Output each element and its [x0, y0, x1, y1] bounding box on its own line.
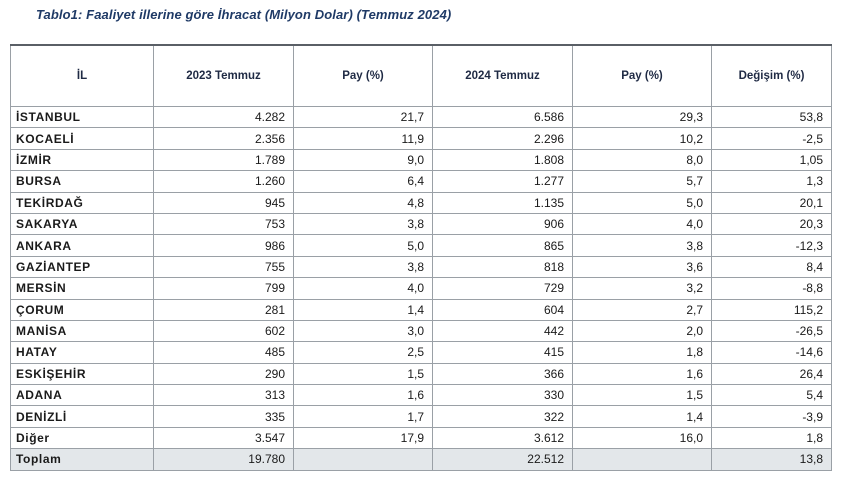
- share-2023-cell: 1,4: [294, 299, 433, 320]
- value-2024-cell: 415: [433, 342, 573, 363]
- share-2024-cell: 5,7: [573, 171, 712, 192]
- table-row: [11, 256, 832, 277]
- province-cell: TEKİRDAĞ: [11, 192, 154, 213]
- table-row: [11, 213, 832, 234]
- share-2023-cell: 17,9: [294, 427, 433, 448]
- value-2023-cell: 281: [154, 299, 294, 320]
- table-row: [11, 171, 832, 192]
- province-cell: İZMİR: [11, 149, 154, 170]
- province-cell: İSTANBUL: [11, 107, 154, 128]
- value-2024-cell: 6.586: [433, 107, 573, 128]
- value-2024-cell: 729: [433, 278, 573, 299]
- province-cell: ÇORUM: [11, 299, 154, 320]
- share-2024-cell: 4,0: [573, 213, 712, 234]
- table-row: [11, 406, 832, 427]
- value-2024-cell: 22.512: [433, 449, 573, 470]
- value-2024-cell: 366: [433, 363, 573, 384]
- change-cell: 20,3: [712, 213, 832, 234]
- change-cell: -3,9: [712, 406, 832, 427]
- share-2024-cell: 3,2: [573, 278, 712, 299]
- change-cell: -8,8: [712, 278, 832, 299]
- share-2024-cell: 5,0: [573, 192, 712, 213]
- table-row: [11, 299, 832, 320]
- share-2024-cell: [573, 449, 712, 470]
- table-row: [11, 107, 832, 128]
- change-cell: 1,05: [712, 149, 832, 170]
- province-cell: DENİZLİ: [11, 406, 154, 427]
- share-2024-cell: 3,8: [573, 235, 712, 256]
- province-cell: SAKARYA: [11, 213, 154, 234]
- header-row: [11, 45, 832, 107]
- value-2023-cell: 313: [154, 385, 294, 406]
- value-2023-cell: 1.260: [154, 171, 294, 192]
- share-2023-cell: 9,0: [294, 149, 433, 170]
- value-2023-cell: 2.356: [154, 128, 294, 149]
- share-2023-cell: 2,5: [294, 342, 433, 363]
- change-cell: 53,8: [712, 107, 832, 128]
- share-2023-cell: [294, 449, 433, 470]
- value-2024-cell: 1.808: [433, 149, 573, 170]
- share-2023-cell: 3,0: [294, 320, 433, 341]
- share-2023-cell: 6,4: [294, 171, 433, 192]
- value-2024-cell: 906: [433, 213, 573, 234]
- value-2023-cell: 986: [154, 235, 294, 256]
- value-2024-cell: 3.612: [433, 427, 573, 448]
- share-2023-cell: 1,5: [294, 363, 433, 384]
- change-cell: 5,4: [712, 385, 832, 406]
- share-2024-cell: 29,3: [573, 107, 712, 128]
- export-table: [10, 44, 832, 471]
- share-2024-cell: 3,6: [573, 256, 712, 277]
- share-2024-cell: 16,0: [573, 427, 712, 448]
- value-2023-cell: 1.789: [154, 149, 294, 170]
- province-cell: BURSA: [11, 171, 154, 192]
- change-cell: -12,3: [712, 235, 832, 256]
- share-2024-cell: 1,6: [573, 363, 712, 384]
- share-2023-cell: 3,8: [294, 256, 433, 277]
- table-body: [11, 107, 832, 471]
- change-cell: 20,1: [712, 192, 832, 213]
- value-2024-cell: 322: [433, 406, 573, 427]
- change-cell: -26,5: [712, 320, 832, 341]
- province-cell: MANİSA: [11, 320, 154, 341]
- value-2023-cell: 3.547: [154, 427, 294, 448]
- province-cell: GAZİANTEP: [11, 256, 154, 277]
- table-row: [11, 149, 832, 170]
- change-cell: -2,5: [712, 128, 832, 149]
- total-row: [11, 449, 832, 470]
- value-2024-cell: 865: [433, 235, 573, 256]
- share-2023-cell: 5,0: [294, 235, 433, 256]
- table-row: [11, 278, 832, 299]
- share-2023-cell: 1,7: [294, 406, 433, 427]
- share-2024-cell: 2,7: [573, 299, 712, 320]
- value-2024-cell: 1.277: [433, 171, 573, 192]
- change-cell: 1,3: [712, 171, 832, 192]
- table-row: [11, 128, 832, 149]
- province-cell: Toplam: [11, 449, 154, 470]
- value-2024-cell: 818: [433, 256, 573, 277]
- province-cell: MERSİN: [11, 278, 154, 299]
- value-2023-cell: 290: [154, 363, 294, 384]
- header-2024-july: 2024 Temmuz: [433, 45, 573, 107]
- change-cell: 115,2: [712, 299, 832, 320]
- value-2024-cell: 330: [433, 385, 573, 406]
- header-il: İL: [11, 45, 154, 107]
- change-cell: 8,4: [712, 256, 832, 277]
- share-2024-cell: 2,0: [573, 320, 712, 341]
- value-2023-cell: 19.780: [154, 449, 294, 470]
- province-cell: KOCAELİ: [11, 128, 154, 149]
- share-2024-cell: 1,5: [573, 385, 712, 406]
- province-cell: Diğer: [11, 427, 154, 448]
- share-2024-cell: 10,2: [573, 128, 712, 149]
- table-row: [11, 192, 832, 213]
- value-2023-cell: 753: [154, 213, 294, 234]
- change-cell: 26,4: [712, 363, 832, 384]
- value-2023-cell: 485: [154, 342, 294, 363]
- value-2024-cell: 2.296: [433, 128, 573, 149]
- province-cell: ADANA: [11, 385, 154, 406]
- share-2023-cell: 4,0: [294, 278, 433, 299]
- table-title: Tablo1: Faaliyet illerine göre İhracat (Milyon Dolar) (Temmuz 2024): [36, 7, 452, 22]
- share-2024-cell: 8,0: [573, 149, 712, 170]
- value-2023-cell: 335: [154, 406, 294, 427]
- value-2024-cell: 442: [433, 320, 573, 341]
- value-2023-cell: 799: [154, 278, 294, 299]
- share-2023-cell: 4,8: [294, 192, 433, 213]
- table-row: [11, 235, 832, 256]
- header-share-2024: Pay (%): [573, 45, 712, 107]
- table-row: [11, 342, 832, 363]
- change-cell: -14,6: [712, 342, 832, 363]
- header-2023-july: 2023 Temmuz: [154, 45, 294, 107]
- table-row: [11, 427, 832, 448]
- share-2023-cell: 3,8: [294, 213, 433, 234]
- share-2023-cell: 11,9: [294, 128, 433, 149]
- change-cell: 1,8: [712, 427, 832, 448]
- value-2023-cell: 602: [154, 320, 294, 341]
- header-share-2023: Pay (%): [294, 45, 433, 107]
- share-2024-cell: 1,4: [573, 406, 712, 427]
- value-2023-cell: 945: [154, 192, 294, 213]
- header-change: Değişim (%): [712, 45, 832, 107]
- table-row: [11, 363, 832, 384]
- value-2023-cell: 4.282: [154, 107, 294, 128]
- value-2024-cell: 1.135: [433, 192, 573, 213]
- value-2024-cell: 604: [433, 299, 573, 320]
- province-cell: ESKİŞEHİR: [11, 363, 154, 384]
- share-2024-cell: 1,8: [573, 342, 712, 363]
- share-2023-cell: 21,7: [294, 107, 433, 128]
- change-cell: 13,8: [712, 449, 832, 470]
- table-row: [11, 320, 832, 341]
- province-cell: HATAY: [11, 342, 154, 363]
- value-2023-cell: 755: [154, 256, 294, 277]
- province-cell: ANKARA: [11, 235, 154, 256]
- table-row: [11, 385, 832, 406]
- share-2023-cell: 1,6: [294, 385, 433, 406]
